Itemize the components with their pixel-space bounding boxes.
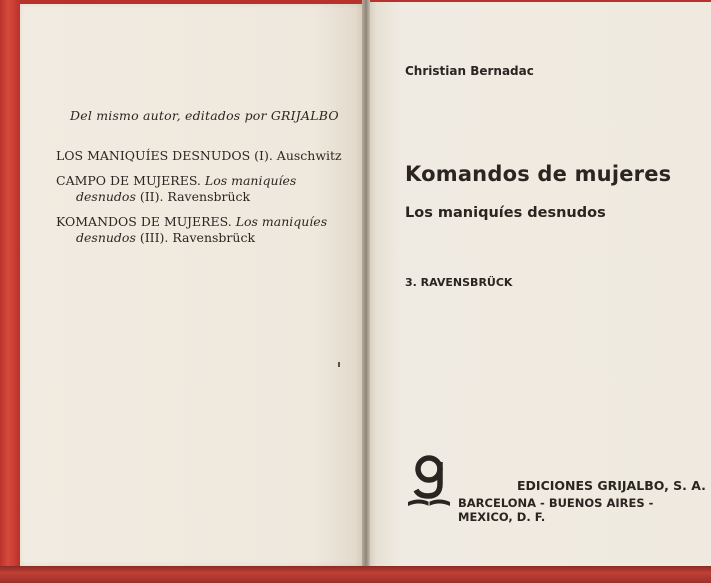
work-item bbox=[56, 214, 346, 246]
work-item bbox=[56, 148, 346, 164]
author-name: Christian Bernadac bbox=[405, 64, 534, 78]
works-list bbox=[56, 148, 346, 255]
publisher-cities: BARCELONA - BUENOS AIRES - MEXICO, D. F. bbox=[458, 496, 654, 524]
work-item bbox=[56, 173, 346, 205]
page-speck bbox=[338, 362, 340, 367]
volume-label: 3. RAVENSBRÜCK bbox=[405, 276, 513, 289]
publisher-name: EDICIONES GRIJALBO, S. A. bbox=[517, 478, 706, 493]
book-subtitle: Los maniquíes desnudos bbox=[405, 205, 606, 221]
work-title: CAMPO DE MUJERES. bbox=[56, 173, 205, 188]
work-volume: (III). Ravensbrück bbox=[135, 230, 256, 245]
work-title: LOS MANIQUÍES DESNUDOS (I). Auschwitz bbox=[56, 148, 342, 163]
book-cover-edge bbox=[0, 566, 711, 583]
left-page bbox=[20, 4, 366, 566]
same-author-heading: Del mismo autor, editados por GRIJALBO bbox=[70, 108, 339, 123]
work-volume: (II). Ravensbrück bbox=[135, 189, 251, 204]
work-subtitle: Los maniquíes desnudos bbox=[76, 173, 297, 204]
work-subtitle: Los maniquíes desnudos bbox=[76, 214, 328, 245]
book-title: Komandos de mujeres bbox=[405, 162, 672, 186]
grijalbo-logo-icon bbox=[404, 452, 454, 510]
book-gutter bbox=[362, 0, 370, 583]
work-title: KOMANDOS DE MUJERES. bbox=[56, 214, 236, 229]
